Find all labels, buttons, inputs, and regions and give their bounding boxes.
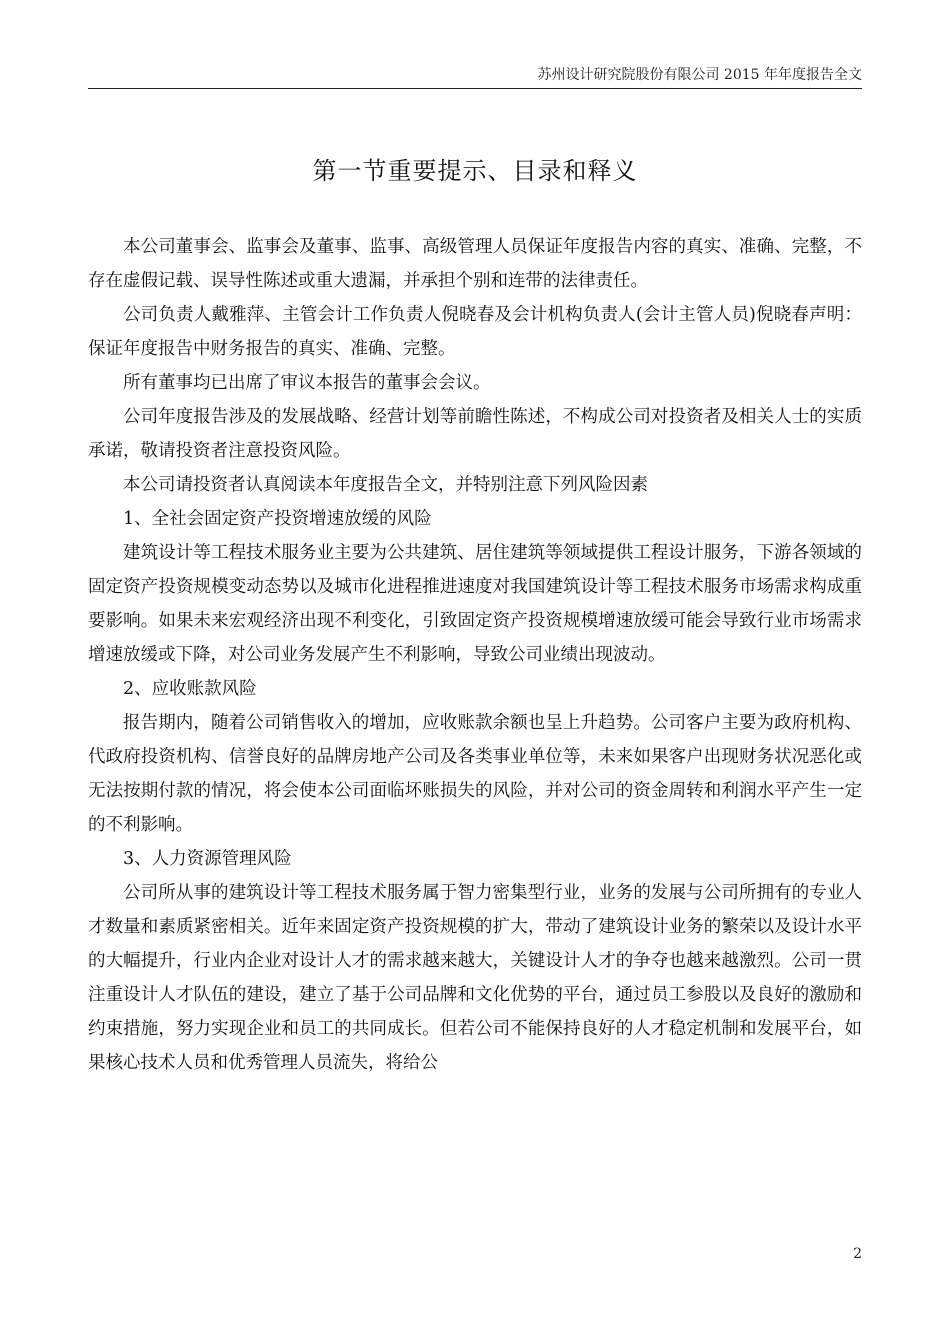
risk-body-1: 建筑设计等工程技术服务业主要为公共建筑、居住建筑等领域提供工程设计服务，下游各领域的固定资产投资规模变动态势以及城市化进程推进速度对我国建筑设计等工程技术服务市场需求构成重要影响。如果未来宏观经济出现不利变化，引致固定资产投资规模增速放缓可能会导致行业市场需求增速放缓或下降，对公司业务发展产生不利影响，导致公司业绩出现波动。 (88, 543, 862, 665)
running-header: 苏州设计研究院股份有限公司 2015 年年度报告全文 (537, 67, 862, 83)
page-number: 2 (853, 1246, 862, 1262)
section-title: 第一节重要提示、目录和释义 (312, 157, 638, 185)
risk-body-2: 报告期内，随着公司销售收入的增加，应收账款余额也呈上升趋势。公司客户主要为政府机构、代政府投资机构、信誉良好的品牌房地产公司及各类事业单位等，未来如果客户出现财务状况恶化或无法按期付款的情况，将会使本公司面临坏账损失的风险，并对公司的资金周转和利润水平产生一定的不利影响。 (88, 713, 862, 835)
header-divider (88, 88, 862, 89)
paragraph-risk-intro: 本公司请投资者认真阅读本年度报告全文，并特别注意下列风险因素 (123, 475, 648, 495)
risk-body-3: 公司所从事的建筑设计等工程技术服务属于智力密集型行业，业务的发展与公司所拥有的专业人才数量和素质紧密相关。近年来固定资产投资规模的扩大，带动了建筑设计业务的繁荣以及设计水平的大幅提升，行业内企业对设计人才的需求越来越大，关键设计人才的争夺也越来越激烈。公司一贯注重设计人才队伍的建设，建立了基于公司品牌和文化优势的平台，通过员工参股以及良好的激励和约束措施，努力实现企业和员工的共同成长。但若公司不能保持良好的人才稳定机制和发展平台，如果核心技术人员和优秀管理人员流失，将给公 (88, 883, 862, 1073)
document-body (88, 230, 862, 1080)
paragraph-forward-looking: 公司年度报告涉及的发展战略、经营计划等前瞻性陈述，不构成公司对投资者及相关人士的实质承诺，敬请投资者注意投资风险。 (88, 407, 862, 461)
paragraph-board-attendance: 所有董事均已出席了审议本报告的董事会会议。 (123, 373, 491, 393)
risk-heading-1: 1、全社会固定资产投资增速放缓的风险 (123, 509, 432, 529)
paragraph-responsible-persons: 公司负责人戴雅萍、主管会计工作负责人倪晓春及会计机构负责人(会计主管人员)倪晓春声明：保证年度报告中财务报告的真实、准确、完整。 (88, 305, 862, 359)
risk-heading-2: 2、应收账款风险 (123, 679, 257, 699)
paragraph-responsibility-statement: 本公司董事会、监事会及董事、监事、高级管理人员保证年度报告内容的真实、准确、完整，不存在虚假记载、误导性陈述或重大遗漏，并承担个别和连带的法律责任。 (88, 237, 862, 291)
risk-heading-3: 3、人力资源管理风险 (123, 849, 292, 869)
